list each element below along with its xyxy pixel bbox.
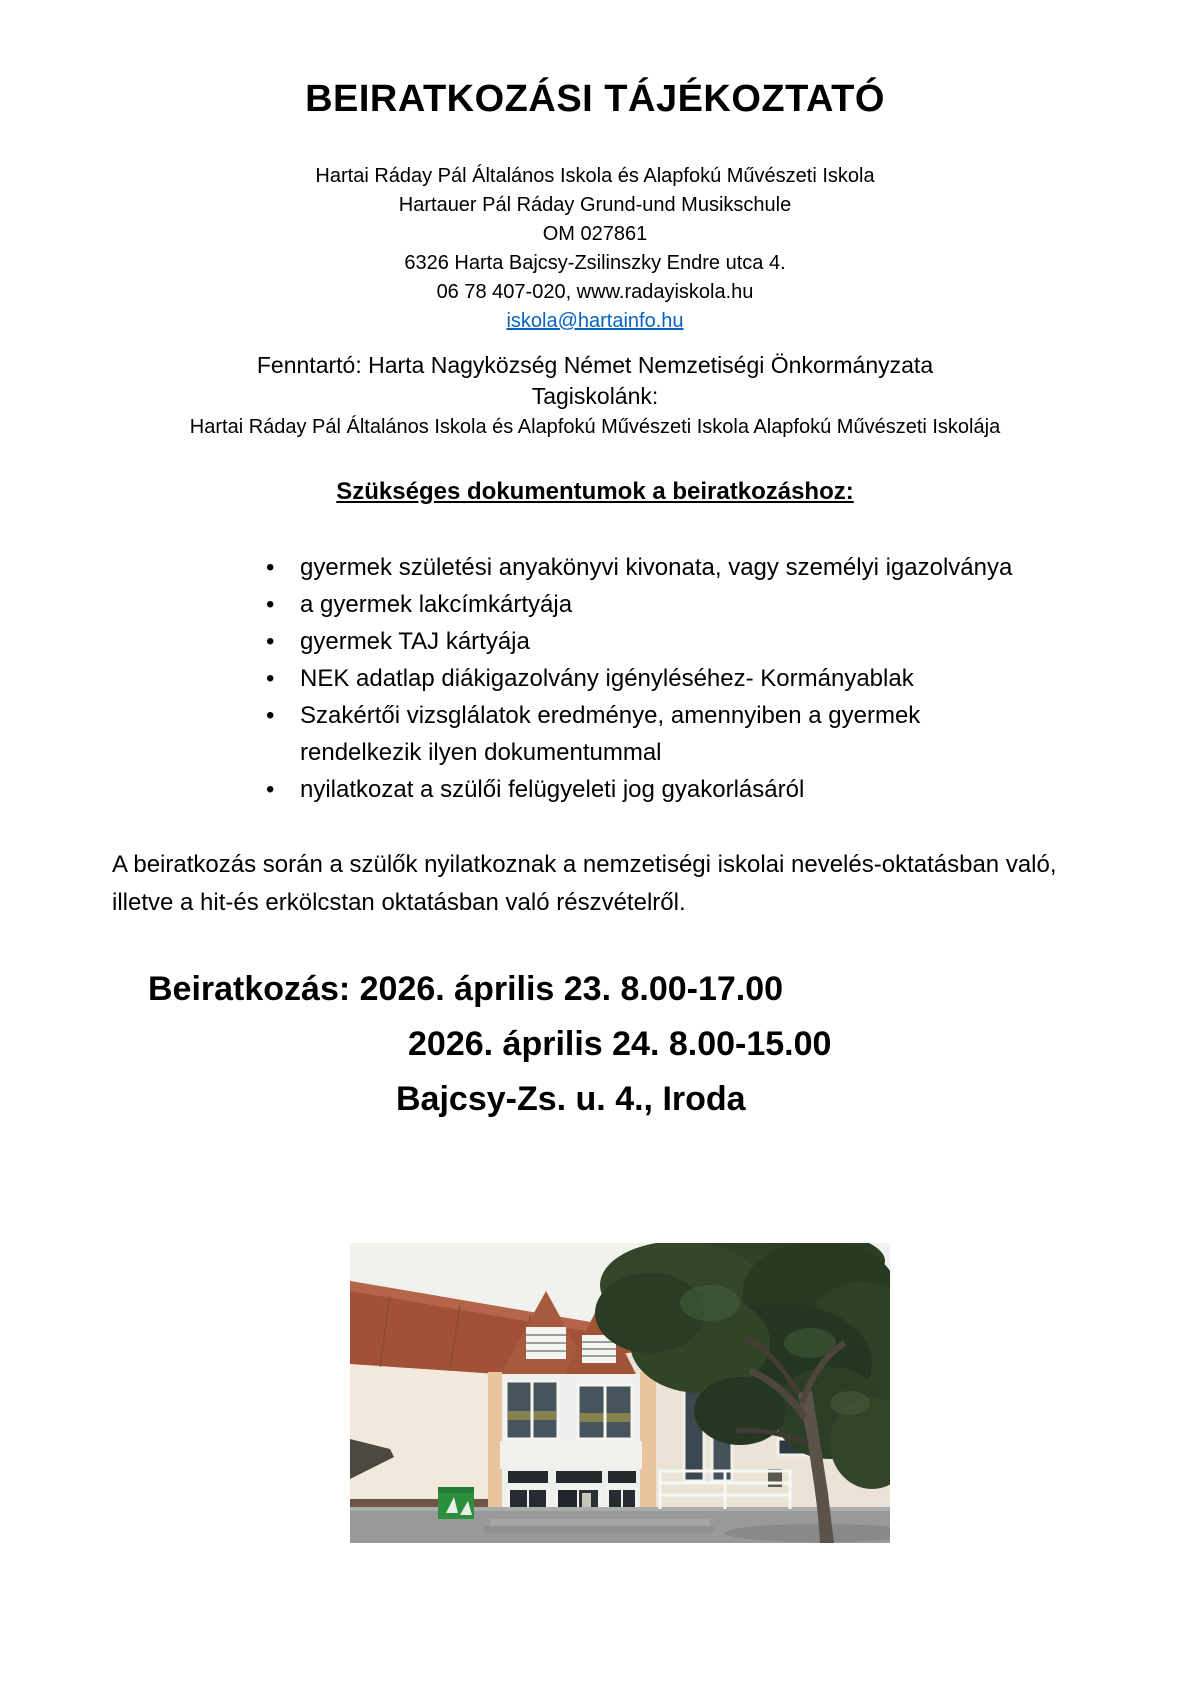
documents-section-heading: Szükséges dokumentumok a beiratkozáshoz: <box>336 478 854 505</box>
required-documents-list <box>0 549 1020 808</box>
list-item: • gyermek TAJ kártyája <box>300 623 1020 660</box>
school-email-line <box>0 307 1190 336</box>
list-item: • NEK adatlap diákigazolvány igényléséhez- Kormányablak <box>300 660 1020 697</box>
school-name-hu: Hartai Ráday Pál Általános Iskola és Alapfokú Művészeti Iskola <box>315 165 875 187</box>
school-name-de: Hartauer Pál Ráday Grund-und Musikschule <box>398 194 792 216</box>
list-item: • a gyermek lakcímkártyája <box>300 586 1020 623</box>
school-om-code: OM 027861 <box>542 223 648 245</box>
branch-school-label: Tagiskolánk: <box>531 383 659 409</box>
branch-school-name: Hartai Ráday Pál Általános Iskola és Alapfokú Művészeti Iskola Alapfokú Művészeti Iskolája <box>189 416 1001 438</box>
list-item: • nyilatkozat a szülői felügyeleti jog gyakorlásáról <box>300 771 1020 808</box>
school-header-block <box>0 162 1190 336</box>
maintainer-line: Fenntartó: Harta Nagyközség Német Nemzetiségi Önkormányzata <box>256 352 934 378</box>
entrance-facade <box>488 1372 656 1519</box>
school-address: 6326 Harta Bajcsy-Zsilinszky Endre utca 4. <box>404 252 786 274</box>
email-link[interactable]: iskola@hartainfo.hu <box>506 310 684 332</box>
school-phone-web: 06 78 407-020, www.radayiskola.hu <box>436 281 754 303</box>
ground <box>350 1507 890 1543</box>
enrollment-location-line: Bajcsy-Zs. u. 4., Iroda <box>396 1080 746 1118</box>
list-item: • gyermek születési anyakönyvi kivonata, vagy személyi igazolványa <box>300 549 1020 586</box>
school-building-photo-illustration <box>350 1243 890 1543</box>
building-left-wall <box>350 1359 502 1519</box>
list-item: • Szakértői vizsglálatok eredménye, amennyiben a gyermek rendelkezik ilyen dokumentummal <box>300 697 1020 771</box>
recycling-bin <box>438 1487 474 1519</box>
enrollment-date-line-1: Beiratkozás: 2026. április 23. 8.00-17.00 <box>148 970 784 1008</box>
maintainer-block <box>0 350 1190 412</box>
school-building-photo <box>350 1243 890 1543</box>
enrollment-date-line-2: 2026. április 24. 8.00-15.00 <box>408 1025 832 1063</box>
page-title: BEIRATKOZÁSI TÁJÉKOZTATÓ <box>305 78 885 120</box>
declaration-paragraph: A beiratkozás során a szülők nyilatkoznak a nemzetiségi iskolai nevelés-oktatásban való, illetve a hit-és erkölcstan oktatásban való részvételről. <box>112 851 1057 916</box>
enrollment-schedule-block <box>0 962 1190 1127</box>
